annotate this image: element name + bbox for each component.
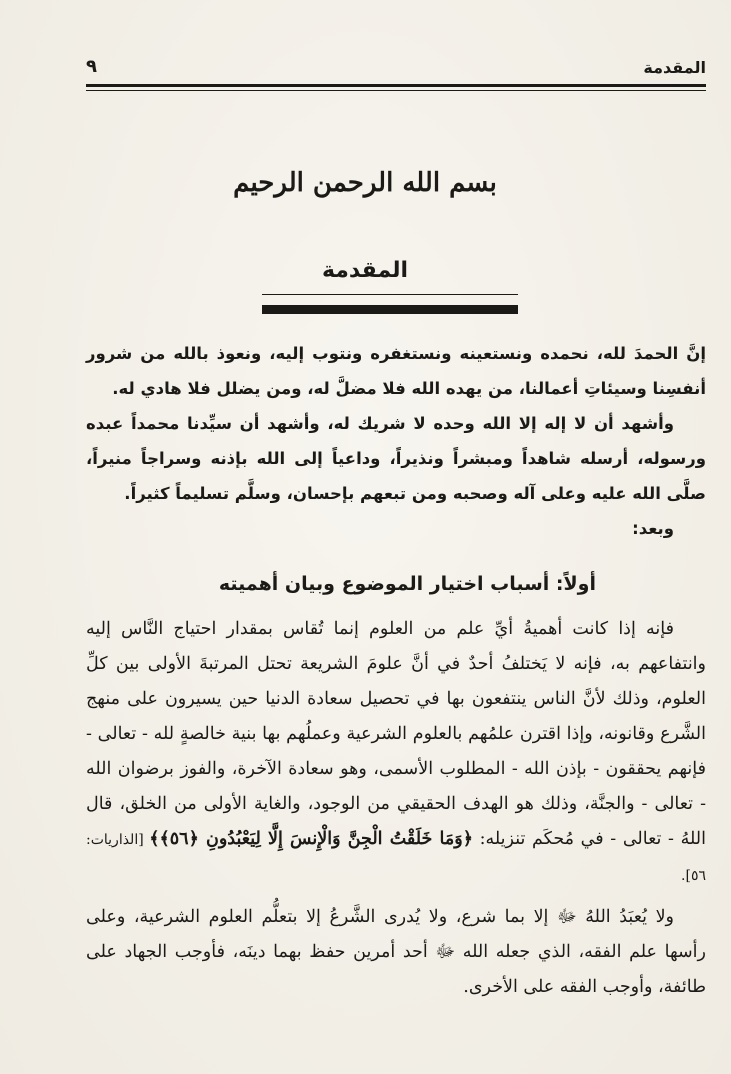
- body-section: [86, 612, 706, 1005]
- intro-heading: المقدمة: [321, 258, 409, 283]
- body-paragraph-importance-text: فإنه إذا كانت أهميةُ أيِّ علم من العلوم إنما تُقاس بمقدار احتياج النَّاس إليه وانتفاعهم به، فإنه لا يَختلفُ أحدٌ في أنَّ علومَ الشريعة تحتل المرتبةَ الأولى بين كلِّ العلوم، وذلك لأنَّ الناس ينتفعون بها في تحصيل سعادة الدنيا حين يسيرون على منهج الشَّرع وقانونه، وإذا اقترن علمُهم بالعلوم الشرعية وعملُهم بها بنية خالصةٍ لله - تعالى - فإنهم يحققون - بإذن الله - المطلوب الأسمى، وهو سعادة الآخرة، والفوز برضوان الله - تعالى - والجنَّة، وذلك هو الهدف الحقيقي من الوجود، والغاية الأولى من الخلق، قال اللهُ - تعالى - في مُحكَم تنزيله:: [86, 619, 706, 849]
- body-paragraph-worship: ولا يُعبَدُ اللهُ ﷻ إلا بما شرع، ولا يُدرى الشَّرعُ إلا بتعلُّم العلوم الشرعية، وعلى رأسها علم الفقه، الذي جعله الله ﷻ أحد أمرين حفظ بهما دينَه، فأوجب الجهاد على طائفة، وأوجب الفقه على الأخرى.: [86, 907, 706, 997]
- intro-paragraph-praise: إنَّ الحمدَ لله، نحمده ونستعينه ونستغفره ونتوب إليه، ونعوذ بالله من شرور أنفسِنا وسيئاتِ أعمالنا، من يهده الله فلا مضلَّ له، ومن يضلل فلا هادي له.: [86, 344, 706, 398]
- heading-rule-thick: [262, 305, 518, 314]
- intro-paragraph-testimony: وأشهد أن لا إله إلا الله وحده لا شريك له، وأشهد أن سيِّدنا محمداً عبده ورسوله، أرسله شاهداً ومبشراً ونذيراً، وداعياً إلى الله بإذنه وسراجاً منيراً، صلَّى الله عليه وعلى آله وصحبه ومن تبعهم بإحسان، وسلَّم تسليماً كثيراً.: [86, 414, 706, 503]
- body-paragraph-importance: [86, 612, 706, 894]
- basmala-calligraphy: بسم الله الرحمن الرحيم: [233, 168, 497, 198]
- verse-citation: [الذاريات: ٥٦].: [86, 832, 706, 884]
- section-heading: أولاً: أسباب اختيار الموضوع وبيان أهميته: [218, 573, 596, 595]
- header-rule-thick: [86, 84, 706, 87]
- intro-section: [86, 336, 706, 546]
- quran-verse: ﴿وَمَا خَلَقْتُ الْجِنَّ وَالْإِنسَ إِلَّا لِيَعْبُدُونِ ﴿٥٦﴾﴾: [149, 829, 473, 849]
- running-title: المقدمة: [643, 58, 706, 77]
- page-header: [86, 58, 706, 82]
- heading-rule-thin: [262, 294, 518, 295]
- page-number: ٩: [86, 56, 97, 77]
- intro-paragraph-wabaad: وبعد:: [632, 519, 674, 538]
- header-rule-thin: [86, 90, 706, 91]
